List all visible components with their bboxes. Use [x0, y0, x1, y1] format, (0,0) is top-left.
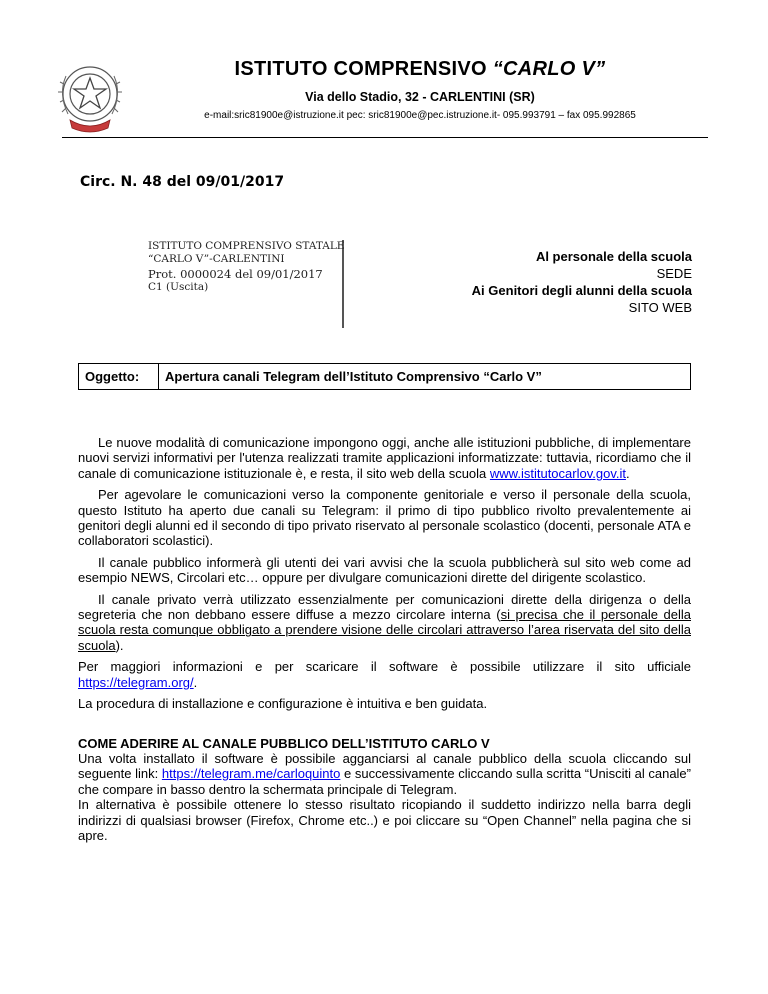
paragraph-1-end: .	[625, 465, 630, 481]
paragraph-8: In alternativa è possibile ottenere lo stesso risultato ricopiando il suddetto indirizzo nella barra degli indirizzi di qualsiasi browser (Firefox, Chrome etc..) e poi cliccare su “Open Channel” nella pagina che si apre.	[78, 797, 691, 843]
paragraph-1-text: Le nuove modalità di comunicazione impongono oggi, anche alle istituzioni pubbliche, di implementare nuovi servizi informativi per l'utenza realizzati tramite applicazioni informatizzate: tuttavia, ricordiamo che il canale di comunicazione istituzionale è, e resta, il sito web della scuola	[78, 435, 691, 481]
recipient-parents: Ai Genitori degli alunni della scuola	[471, 283, 692, 298]
paragraph-7	[78, 751, 691, 797]
paragraph-5-end: .	[193, 674, 198, 690]
subject-box	[78, 363, 691, 390]
school-title	[150, 58, 690, 81]
paragraph-3: Il canale pubblico informerà gli utenti dei vari avvisi che la scuola pubblicherà sul sito web come ad esempio NEWS, Circolari etc… oppure per divulgare comunicazioni dirette del dirigente scolastico.	[78, 554, 691, 586]
paragraph-4-text: Il canale privato verrà utilizzato essenzialmente per comunicazioni dirette della dirigenza o della segreteria che non debbano essere diffuse a mezzo circolare interna (	[78, 591, 691, 623]
paragraph-6: La procedura di installazione e configurazione è intuitiva e ben guidata.	[78, 696, 488, 712]
stamp-line-2: “CARLO V”-CARLENTINI	[148, 253, 285, 265]
section-heading: COME ADERIRE AL CANALE PUBBLICO DELL’ISTITUTO CARLO V	[78, 735, 490, 751]
recipient-staff: Al personale della scuola	[535, 249, 692, 264]
school-title-main: ISTITUTO COMPRENSIVO	[234, 58, 487, 80]
circular-number: Circ. N. 48 del 09/01/2017	[80, 174, 285, 190]
paragraph-4-underlined: si precisa che il personale della scuola resta comunque obbligato a prendere visione delle circolari attraverso l’area riservata del sito della scuola	[78, 607, 691, 653]
telegram-site-link[interactable]: https://telegram.org/	[78, 674, 194, 690]
stamp-protocol: Prot. 0000024 del 09/01/2017	[148, 267, 323, 281]
subject-label: Oggetto:	[79, 364, 159, 389]
letterhead	[150, 58, 690, 121]
paragraph-5	[78, 659, 691, 690]
recipient-website: SITO WEB	[628, 300, 692, 315]
paragraph-7-end: e successivamente cliccando sulla scritta “Unisciti al canale” che compare in basso dentro la schermata principale di Telegram.	[78, 766, 691, 797]
school-address: Via dello Stadio, 32 - CARLENTINI (SR)	[305, 90, 535, 104]
paragraph-1	[78, 435, 691, 481]
stamp-line-4: C1 (Uscita)	[148, 281, 209, 293]
paragraph-5-text: Per maggiori informazioni e per scaricare il software è possibile utilizzare il sito ufficiale	[78, 659, 691, 675]
subject-text: Apertura canali Telegram dell’Istituto Comprensivo “Carlo V”	[165, 369, 542, 384]
paragraph-4	[78, 592, 691, 654]
school-contacts: e-mail:sric81900e@istruzione.it pec: sric81900e@pec.istruzione.it- 095.993791 – fax 095.992865	[204, 110, 636, 121]
italian-republic-emblem-icon	[52, 56, 128, 138]
protocol-stamp	[148, 240, 344, 328]
paragraph-4-end: ).	[115, 637, 124, 653]
school-website-link[interactable]: www.istitutocarlov.gov.it	[489, 465, 626, 481]
school-title-name: “CARLO V”	[492, 58, 606, 80]
paragraph-2: Per agevolare le comunicazioni verso la componente genitoriale e verso il personale della scuola, questo Istituto ha aperto due canali su Telegram: il primo di tipo pubblico rivolto prevalentemente ai genitori degli alunni ed il secondo di tipo privato riservato al personale scolastico (docenti, personale ATA e collaboratori scolastici).	[78, 487, 691, 549]
header-divider	[62, 137, 708, 138]
recipients-block	[472, 248, 692, 316]
telegram-channel-link[interactable]: https://telegram.me/carloquinto	[161, 766, 341, 782]
stamp-line-1: ISTITUTO COMPRENSIVO STATALE	[148, 240, 345, 252]
letter-body	[78, 435, 691, 849]
paragraph-7-text: Una volta installato il software è possibile agganciarsi al canale pubblico della scuola cliccando sul seguente link:	[78, 750, 691, 782]
recipient-sede: SEDE	[656, 266, 692, 281]
